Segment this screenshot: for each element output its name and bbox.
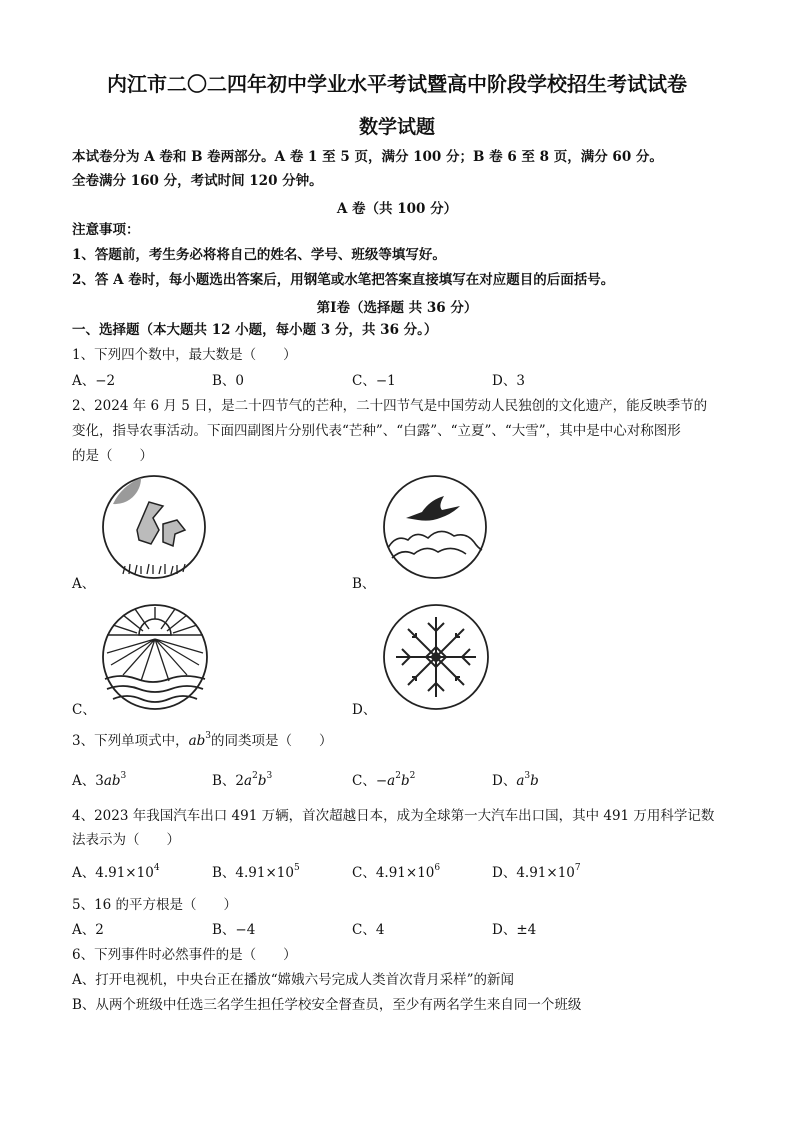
- q4-option-a: [72, 864, 160, 882]
- mangzhong-figure: [101, 474, 207, 580]
- q4-line-2: 法表示为（ ）: [72, 832, 180, 848]
- q2-label-d: D、: [352, 702, 377, 718]
- q4-option-d-label: D、4.91×10: [492, 865, 575, 881]
- q4-option-d: [492, 864, 581, 882]
- q5-option-b: B、−4: [212, 922, 256, 938]
- q3-option-c-body: a: [387, 773, 396, 789]
- q3-option-d-label: D、: [492, 773, 517, 789]
- q3-option-b-tail: b: [257, 773, 267, 789]
- q2-label-a: A、: [72, 576, 96, 592]
- q3-option-d-tail: b: [530, 773, 539, 789]
- q4-option-b-exp: 5: [293, 863, 300, 873]
- q3-option-b-coef: 2: [235, 773, 245, 789]
- q3-option-b-body: a: [244, 773, 253, 789]
- q3-option-b-sup: 2: [252, 771, 258, 781]
- q3-option-a: [72, 772, 126, 790]
- q3-option-c: [352, 772, 415, 790]
- intro-line-1: 本试卷分为 A 卷和 B 卷两部分。A 卷 1 至 5 页，满分 100 分；B 卷 6 至 8 页，满分 60 分。: [72, 149, 663, 165]
- q6-stem: 6、下列事件时必然事件的是（ ）: [72, 947, 297, 963]
- q2-label-c: C、: [72, 702, 96, 718]
- q3-stem-post: 的同类项是（ ）: [211, 733, 333, 749]
- q3-stem-pre: 3、下列单项式中，: [72, 733, 189, 749]
- q3-option-c-tail: b: [400, 773, 410, 789]
- q5-option-d: D、±4: [492, 922, 537, 938]
- q2-label-b: B、: [352, 576, 376, 592]
- intro-line-2: 全卷满分 160 分，考试时间 120 分钟。: [72, 173, 323, 189]
- q3-option-a-body: ab: [103, 773, 121, 789]
- exam-title: 内江市二〇二四年初中学业水平考试暨高中阶段学校招生考试试卷: [107, 72, 687, 96]
- q3-option-c-sup: 2: [395, 771, 401, 781]
- q6-option-b: B、从两个班级中任选三名学生担任学校安全督查员，至少有两名学生来自同一个班级: [72, 997, 582, 1013]
- q5-option-c: C、4: [352, 922, 385, 938]
- notice-2: 2、答 A 卷时，每小题选出答案后，用钢笔或水笔把答案直接填写在对应题目的后面括号。: [72, 272, 615, 288]
- q4-option-a-label: A、4.91×10: [72, 865, 154, 881]
- lixia-figure: [101, 603, 209, 711]
- q3-option-c-coef: −: [375, 773, 388, 789]
- q3-option-d: [492, 772, 539, 790]
- q3-option-a-coef: 3: [95, 773, 104, 789]
- q4-option-b: [212, 864, 300, 882]
- q2-line-1: 2、2024 年 6 月 5 日，是二十四节气的芒种，二十四节气是中国劳动人民独创的文化遗产，能反映季节的: [72, 398, 708, 414]
- q3-option-b-tailsup: 3: [266, 771, 273, 781]
- q3-option-d-body: a: [516, 773, 525, 789]
- q4-option-c-label: C、4.91×10: [352, 865, 435, 881]
- q3-stem-exp: 3: [205, 731, 212, 741]
- section-a-heading: A 卷（共 100 分）: [336, 201, 458, 217]
- q1-option-c: C、−1: [352, 373, 396, 389]
- q6-option-a: A、打开电视机，中央台正在播放“嫦娥六号完成人类首次背月采样”的新闻: [72, 972, 515, 988]
- q3-option-c-tailsup: 2: [409, 771, 416, 781]
- q3-option-d-sup: 3: [524, 771, 531, 781]
- q4-option-d-exp: 7: [574, 863, 581, 873]
- daxue-figure: [382, 603, 490, 711]
- part-1-heading: 第Ⅰ卷（选择题 共 36 分）: [316, 300, 478, 316]
- section-1-heading: 一、选择题（本大题共 12 小题，每小题 3 分，共 36 分。）: [72, 322, 438, 338]
- q3-option-a-label: A、: [72, 773, 96, 789]
- q1-option-b: B、0: [212, 373, 245, 389]
- q1-option-d: D、3: [492, 373, 525, 389]
- bailu-figure: [382, 474, 488, 580]
- subject-title: 数学试题: [358, 116, 435, 138]
- q5-stem: 5、16 的平方根是（ ）: [72, 897, 238, 913]
- q3-option-c-label: C、: [352, 773, 376, 789]
- q2-line-3: 的是（ ）: [72, 448, 153, 464]
- notice-1: 1、答题前，考生务必将将自己的姓名、学号、班级等填写好。: [72, 247, 446, 263]
- q3-stem-math: ab: [188, 733, 206, 749]
- q5-option-a: A、2: [72, 922, 104, 938]
- q4-option-c: [352, 864, 440, 882]
- q1-option-a: A、−2: [72, 373, 116, 389]
- q3-stem: [72, 732, 333, 750]
- notice-title: 注意事项：: [72, 222, 140, 238]
- q4-option-b-label: B、4.91×10: [212, 865, 294, 881]
- q4-line-1: 4、2023 年我国汽车出口 491 万辆，首次超越日本，成为全球第一大汽车出口国，其中 491 万用科学记数: [72, 808, 715, 824]
- q3-option-b: [212, 772, 272, 790]
- q3-option-b-label: B、: [212, 773, 236, 789]
- q3-option-a-sup: 3: [120, 771, 127, 781]
- q4-option-c-exp: 6: [434, 863, 441, 873]
- q2-line-2: 变化，指导农事活动。下面四副图片分别代表“芒种”、“白露”、“立夏”、“大雪”，其中是中心对称图形: [72, 423, 681, 439]
- q1-stem: 1、下列四个数中，最大数是（ ）: [72, 347, 297, 363]
- q4-option-a-exp: 4: [153, 863, 160, 873]
